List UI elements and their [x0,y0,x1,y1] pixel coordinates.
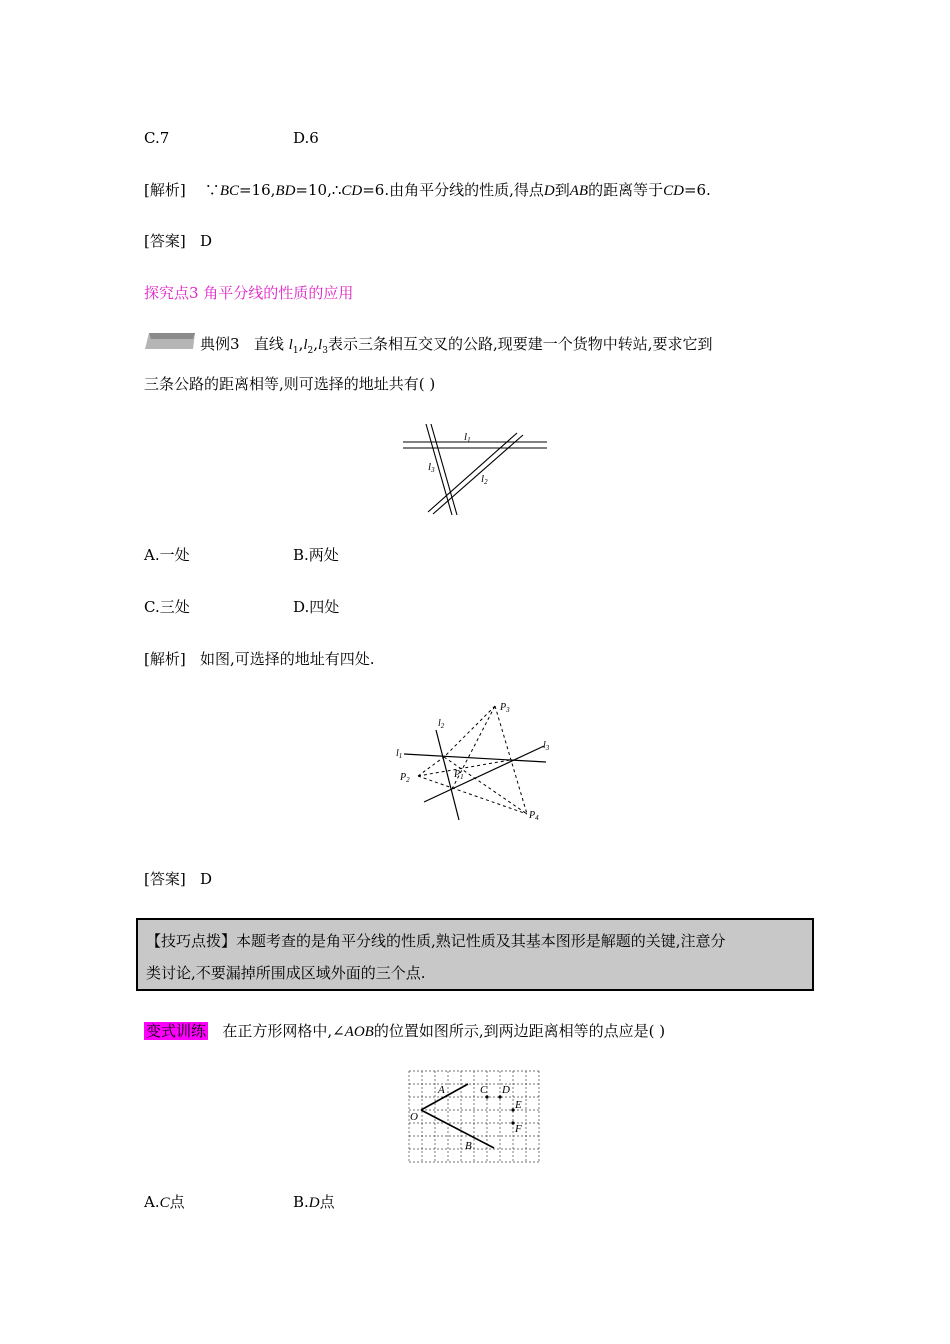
subscript: 3 [322,346,328,356]
text: =10,∴ [295,181,342,199]
dashed-line [418,776,527,814]
ray-ob [421,1110,494,1148]
dashed-line [444,757,527,814]
var-c: C [159,1195,170,1211]
label-p4: $P_4$ [529,810,539,822]
label-a: A [438,1084,445,1096]
example-line-2: 三条公路的距离相等,则可选择的地址共有( ) [144,375,436,393]
var-l: l [288,337,293,353]
text: A. [144,1193,160,1211]
analysis-label: [解析] [144,650,186,668]
dashed-line [418,757,444,776]
text: =6. [683,181,711,199]
dashed-line [444,706,495,757]
dashed-line [495,706,527,814]
road-l2-edge [433,435,523,514]
var-l: l [303,337,308,353]
label-d: D [502,1084,510,1096]
subscript: 2 [307,346,314,356]
option-c: C.7 [144,129,170,147]
var-cd: CD [341,183,363,199]
text: B. [293,1193,309,1211]
var-bc: BC [219,183,239,199]
tip-text: 本题考查的是角平分线的性质,熟记性质及其基本图形是解题的关键,注意分 [236,932,726,950]
dashed-grid [409,1071,539,1162]
var-d: D [308,1195,320,1211]
label-p3: $P_3$ [500,702,510,714]
label-e: E [515,1099,522,1111]
label-b: B [465,1140,472,1152]
tip-label: 【技巧点拨】 [146,932,237,950]
text: =16, [238,181,276,199]
var-ab: AB [569,183,589,199]
text: 点 [319,1193,335,1211]
text: =6.由角平分线的性质,得点 [362,181,544,199]
road-l3-edge [431,424,457,515]
label-l1: l1 [464,431,471,444]
label-o: O [410,1111,418,1123]
label-f: F [515,1123,522,1135]
analysis-1 [144,180,711,201]
var-bd: BD [275,183,296,199]
var-l: l [318,337,323,353]
text: 点 [169,1193,185,1211]
section-title: 探究点3 角平分线的性质的应用 [144,284,354,302]
example-banner-icon [143,331,197,351]
var-d: D [543,183,555,199]
label-p1: $P_1$ [454,769,464,781]
practice-line [144,1021,665,1042]
option-a: A.一处 [144,546,190,564]
answer-label: [答案] [144,870,186,888]
roads-figure [400,420,550,520]
answer-1 [144,231,212,251]
subscript: 1 [292,346,299,356]
grid-figure [408,1068,544,1164]
text: 的距离等于 [588,181,664,199]
label-l2: $l_2$ [438,718,445,730]
var-aob: AOB [344,1024,374,1040]
label-l1: $l_1$ [396,748,403,760]
example-label: 典例3 [200,335,240,353]
text: 表示三条相互交叉的公路,现要建一个货物中转站,要求它到 [327,335,713,353]
option-c: C.三处 [144,598,190,616]
practice-tag: 变式训练 [146,1022,207,1040]
text: 到 [554,181,570,199]
analysis-text: 如图,可选择的地址有四处. [200,650,375,668]
label-l2: l2 [481,473,488,486]
tip-box [136,918,814,991]
label-c: C [480,1084,488,1096]
option-b: B.两处 [293,546,339,564]
option-b [293,1192,335,1213]
label-l3: l3 [428,461,435,474]
road-l2-edge [428,433,517,512]
option-a [144,1192,185,1213]
text: 的位置如图所示,到两边距离相等的点应是( ) [373,1022,666,1040]
option-d: D.四处 [293,598,340,616]
analysis-label: [解析] [144,181,186,199]
label-p2: $P_2$ [400,772,410,784]
label-l3: $l_3$ [543,740,550,752]
answer-2 [144,869,212,889]
answer-value: D [200,870,213,888]
tip-line-2: 类讨论,不要漏掉所围成区域外面的三个点. [146,964,426,982]
four-points-figure [392,698,562,828]
answer-value: D [200,232,213,250]
analysis-2 [144,649,375,669]
text: 在正方形网格中,∠ [222,1022,345,1040]
example-line-1: 典例3 直线 $l_1,l_2,l_3$表示三条相互交叉的公路,现要建一个货物中转站,要求它到 [200,335,713,356]
text: 直线 [253,335,284,353]
var-cd: CD [663,183,684,199]
text: ∵ [204,181,220,199]
option-d: D.6 [293,129,319,147]
answer-label: [答案] [144,232,186,250]
